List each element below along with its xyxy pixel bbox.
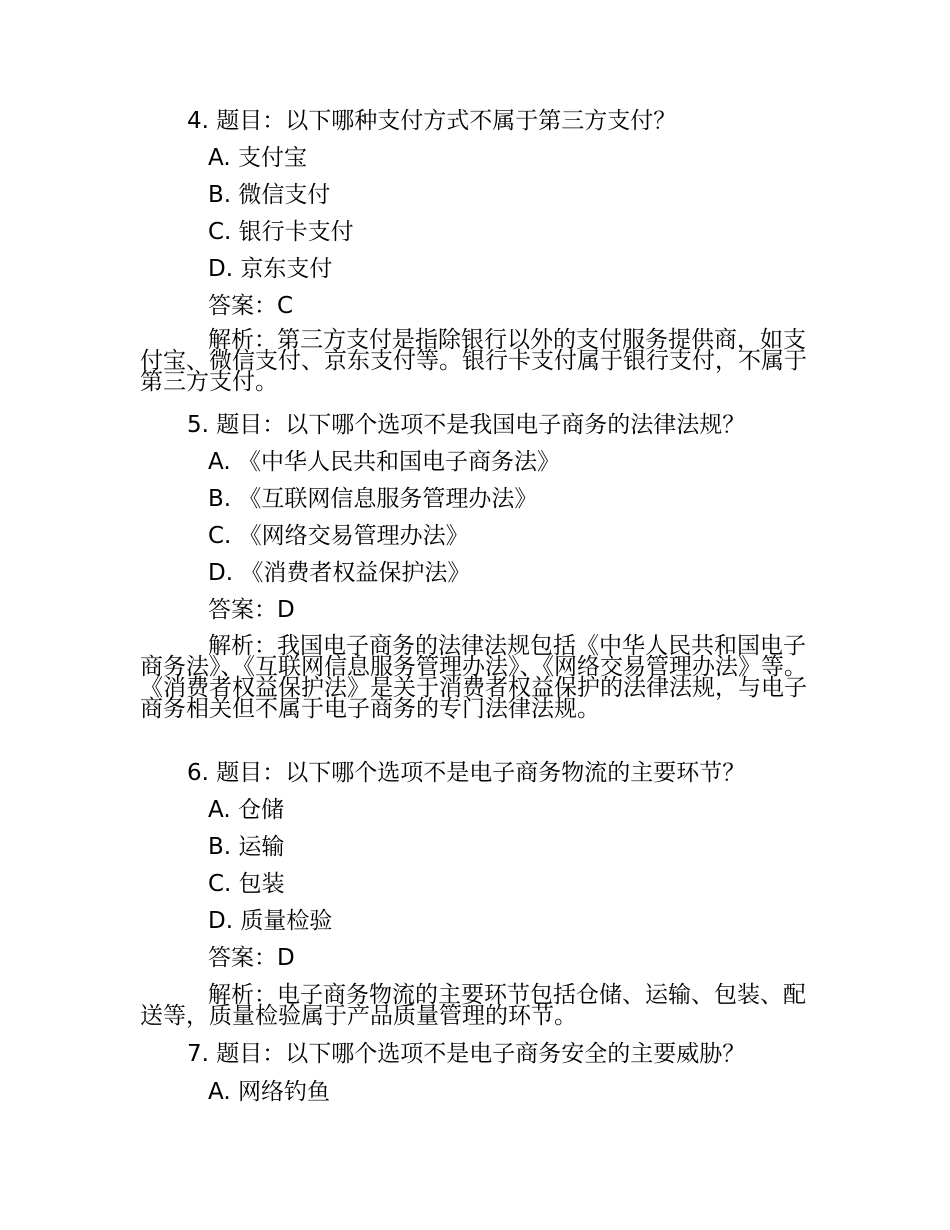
answer: 答案：D bbox=[208, 597, 295, 623]
option-a: A. 支付宝 bbox=[208, 145, 307, 171]
option-c: C. 《网络交易管理办法》 bbox=[208, 523, 469, 549]
option-d: D. 京东支付 bbox=[208, 256, 333, 282]
question-title: 6. 题目：以下哪个选项不是电子商务物流的主要环节？ bbox=[187, 760, 746, 786]
option-d: D. 质量检验 bbox=[208, 908, 333, 934]
option-b: B. 运输 bbox=[208, 834, 285, 860]
option-b: B. 微信支付 bbox=[208, 182, 331, 208]
option-a: A. 仓储 bbox=[208, 797, 284, 823]
option-d: D. 《消费者权益保护法》 bbox=[208, 560, 471, 586]
option-c: C. 银行卡支付 bbox=[208, 219, 354, 245]
question-title: 4. 题目：以下哪种支付方式不属于第三方支付？ bbox=[187, 108, 677, 134]
option-a: A. 网络钓鱼 bbox=[208, 1079, 330, 1105]
explanation: 解析：电子商务物流的主要环节包括仓储、运输、包装、配送等，质量检验属于产品质量管理的环节。 bbox=[140, 982, 806, 1029]
option-a: A. 《中华人民共和国电子商务法》 bbox=[208, 449, 560, 475]
question-title: 5. 题目：以下哪个选项不是我国电子商务的法律法规？ bbox=[187, 412, 746, 438]
option-b: B. 《互联网信息服务管理办法》 bbox=[208, 486, 538, 512]
answer: 答案：D bbox=[208, 945, 295, 971]
explanation: 解析：我国电子商务的法律法规包括《中华人民共和国电子商务法》、《互联网信息服务管理办法》、《网络交易管理办法》等。《消费者权益保护法》是关于消费者权益保护的法律法规，与电子商务相关但不属于电子商务的专门法律法规。 bbox=[140, 633, 807, 722]
answer: 答案：C bbox=[208, 293, 294, 319]
explanation: 解析：第三方支付是指除银行以外的支付服务提供商，如支付宝、微信支付、京东支付等。银行卡支付属于银行支付，不属于第三方支付。 bbox=[140, 327, 807, 395]
option-c: C. 包装 bbox=[208, 871, 285, 897]
question-title: 7. 题目：以下哪个选项不是电子商务安全的主要威胁？ bbox=[187, 1041, 746, 1067]
